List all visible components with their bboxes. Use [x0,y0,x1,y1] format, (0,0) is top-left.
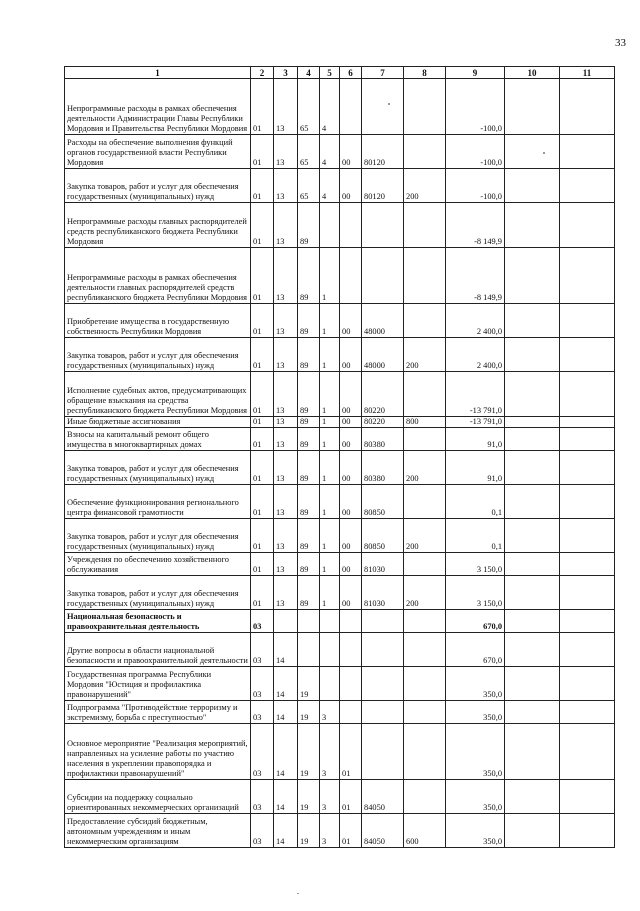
empty-cell-col10 [505,553,560,576]
empty-cell-col10 [505,701,560,724]
code-cell-c3: 14 [274,780,298,814]
code-cell-c5: 1 [320,338,340,372]
code-cell-c2: 01 [251,79,274,135]
code-cell-c3 [274,610,298,633]
amount-cell: 350,0 [446,814,505,848]
table-row [65,610,615,633]
code-cell-c8: 200 [404,169,446,203]
code-cell-c3: 14 [274,701,298,724]
code-cell-c4: 65 [298,79,320,135]
code-cell-c5: 1 [320,451,340,485]
code-cell-c3: 14 [274,667,298,701]
code-cell-c6 [340,701,362,724]
table-row [65,203,615,248]
code-cell-c7: 81030 [362,553,404,576]
code-cell-c7: 80850 [362,519,404,553]
empty-cell-col11 [560,485,615,519]
code-cell-c7: 80220 [362,372,404,417]
table-row [65,169,615,203]
code-cell-c6: 00 [340,576,362,610]
code-cell-c5 [320,610,340,633]
table-row [65,780,615,814]
code-cell-c2: 01 [251,304,274,338]
code-cell-c8 [404,780,446,814]
row-name-cell: Закупка товаров, работ и услуг для обеспечения государственных (муниципальных) нужд [65,169,251,203]
code-cell-c8 [404,79,446,135]
empty-cell-col11 [560,814,615,848]
table-row [65,485,615,519]
code-cell-c5 [320,667,340,701]
budget-table [64,66,615,848]
empty-cell-col11 [560,576,615,610]
empty-cell-col10 [505,519,560,553]
code-cell-c4: 89 [298,338,320,372]
table-row [65,304,615,338]
code-cell-c5 [320,633,340,667]
column-header: 4 [298,67,320,79]
row-name-cell: Подпрограмма "Противодействие терроризму и экстремизму, борьба с преступностью" [65,701,251,724]
row-name-cell: Государственная программа Республики Мордовия "Юстиция и профилактика правонарушений" [65,667,251,701]
code-cell-c7 [362,610,404,633]
amount-cell: -100,0 [446,79,505,135]
code-cell-c4: 89 [298,372,320,417]
code-cell-c6 [340,610,362,633]
code-cell-c7: 80120 [362,135,404,169]
code-cell-c6: 00 [340,338,362,372]
code-cell-c7 [362,633,404,667]
scan-speck [543,152,545,154]
amount-cell: 350,0 [446,780,505,814]
row-name-cell: Обеспечение функционирования регионального центра финансовой грамотности [65,485,251,519]
row-name-cell: Приобретение имущества в государственную собственность Республики Мордовия [65,304,251,338]
code-cell-c5 [320,203,340,248]
code-cell-c8 [404,610,446,633]
code-cell-c4: 89 [298,417,320,428]
code-cell-c8 [404,372,446,417]
amount-cell: 670,0 [446,633,505,667]
code-cell-c2: 01 [251,169,274,203]
row-name-cell: Исполнение судебных актов, предусматривающих обращение взыскания на средства республиканского бюджета Республики Мордовия [65,372,251,417]
code-cell-c8 [404,701,446,724]
code-cell-c3: 13 [274,417,298,428]
empty-cell-col10 [505,667,560,701]
code-cell-c7 [362,724,404,780]
row-name-cell: Закупка товаров, работ и услуг для обеспечения государственных (муниципальных) нужд [65,519,251,553]
empty-cell-col10 [505,417,560,428]
code-cell-c2: 01 [251,519,274,553]
code-cell-c5: 1 [320,304,340,338]
code-cell-c7: 80220 [362,417,404,428]
code-cell-c7: 84050 [362,780,404,814]
code-cell-c6: 00 [340,417,362,428]
code-cell-c5: 1 [320,248,340,304]
empty-cell-col11 [560,338,615,372]
empty-cell-col10 [505,576,560,610]
amount-cell: 670,0 [446,610,505,633]
code-cell-c8: 200 [404,576,446,610]
row-name-cell: Предоставление субсидий бюджетным, автономным учреждениям и иным некоммерческим организациям [65,814,251,848]
code-cell-c6: 00 [340,304,362,338]
empty-cell-col11 [560,553,615,576]
code-cell-c6: 00 [340,519,362,553]
column-header: 10 [505,67,560,79]
code-cell-c3: 13 [274,372,298,417]
code-cell-c3: 13 [274,553,298,576]
code-cell-c3: 14 [274,633,298,667]
code-cell-c6: 00 [340,135,362,169]
table-row [65,814,615,848]
code-cell-c8 [404,633,446,667]
code-cell-c5: 3 [320,724,340,780]
table-row [65,417,615,428]
code-cell-c5: 1 [320,576,340,610]
empty-cell-col10 [505,135,560,169]
code-cell-c2: 01 [251,451,274,485]
row-name-cell: Расходы на обеспечение выполнения функций органов государственной власти Республики Мордовия [65,135,251,169]
code-cell-c7: 48000 [362,304,404,338]
empty-cell-col11 [560,304,615,338]
amount-cell: -100,0 [446,135,505,169]
column-header: 3 [274,67,298,79]
column-header: 11 [560,67,615,79]
row-name-cell: Учреждения по обеспечению хозяйственного обслуживания [65,553,251,576]
amount-cell: -13 791,0 [446,372,505,417]
code-cell-c3: 13 [274,79,298,135]
code-cell-c7: 80120 [362,169,404,203]
code-cell-c7: 84050 [362,814,404,848]
amount-cell: -100,0 [446,169,505,203]
row-name-cell: Закупка товаров, работ и услуг для обеспечения государственных (муниципальных) нужд [65,338,251,372]
code-cell-c7: 80380 [362,428,404,451]
table-row [65,519,615,553]
empty-cell-col11 [560,451,615,485]
code-cell-c2: 01 [251,417,274,428]
amount-cell: 350,0 [446,667,505,701]
code-cell-c2: 01 [251,338,274,372]
code-cell-c6 [340,248,362,304]
code-cell-c6: 00 [340,372,362,417]
table-row [65,633,615,667]
code-cell-c5: 1 [320,485,340,519]
code-cell-c2: 01 [251,135,274,169]
empty-cell-col11 [560,610,615,633]
code-cell-c7: 81030 [362,576,404,610]
empty-cell-col11 [560,519,615,553]
code-cell-c3: 13 [274,304,298,338]
table-row [65,338,615,372]
column-header: 8 [404,67,446,79]
code-cell-c6: 00 [340,485,362,519]
code-cell-c4: 19 [298,701,320,724]
code-cell-c4: 89 [298,203,320,248]
empty-cell-col11 [560,169,615,203]
empty-cell-col10 [505,248,560,304]
table-row [65,451,615,485]
empty-cell-col11 [560,135,615,169]
column-header: 5 [320,67,340,79]
code-cell-c2: 03 [251,814,274,848]
code-cell-c7: 48000 [362,338,404,372]
code-cell-c6 [340,633,362,667]
code-cell-c7 [362,701,404,724]
table-row [65,553,615,576]
empty-cell-col11 [560,724,615,780]
table-row [65,667,615,701]
empty-cell-col11 [560,79,615,135]
code-cell-c8 [404,667,446,701]
code-cell-c4: 19 [298,814,320,848]
code-cell-c5: 4 [320,79,340,135]
table-row [65,724,615,780]
code-cell-c6 [340,667,362,701]
amount-cell: -8 149,9 [446,248,505,304]
code-cell-c2: 01 [251,553,274,576]
code-cell-c8: 200 [404,338,446,372]
code-cell-c5: 1 [320,417,340,428]
table-header-row [65,67,615,79]
code-cell-c8 [404,485,446,519]
amount-cell: 91,0 [446,451,505,485]
code-cell-c6: 01 [340,814,362,848]
column-header: 7 [362,67,404,79]
code-cell-c4: 89 [298,248,320,304]
empty-cell-col10 [505,79,560,135]
code-cell-c4 [298,633,320,667]
code-cell-c2: 03 [251,610,274,633]
code-cell-c2: 01 [251,248,274,304]
empty-cell-col11 [560,667,615,701]
table-row [65,428,615,451]
code-cell-c4: 65 [298,169,320,203]
code-cell-c2: 03 [251,780,274,814]
table-row [65,135,615,169]
code-cell-c5: 1 [320,553,340,576]
table-row [65,248,615,304]
code-cell-c8 [404,724,446,780]
code-cell-c7 [362,248,404,304]
row-name-cell: Национальная безопасность и правоохранительная деятельность [65,610,251,633]
code-cell-c7 [362,203,404,248]
code-cell-c3: 14 [274,724,298,780]
code-cell-c8 [404,203,446,248]
row-name-cell: Взносы на капитальный ремонт общего имущества в многоквартирных домах [65,428,251,451]
column-header: 6 [340,67,362,79]
code-cell-c5: 3 [320,780,340,814]
row-name-cell: Субсидии на поддержку социально ориентированных некоммерческих организаций [65,780,251,814]
empty-cell-col10 [505,724,560,780]
code-cell-c2: 03 [251,701,274,724]
code-cell-c5: 1 [320,372,340,417]
code-cell-c5: 3 [320,814,340,848]
code-cell-c8: 800 [404,417,446,428]
row-name-cell: Другие вопросы в области национальной безопасности и правоохранительной деятельности [65,633,251,667]
amount-cell: 350,0 [446,724,505,780]
empty-cell-col11 [560,633,615,667]
empty-cell-col10 [505,451,560,485]
code-cell-c3: 13 [274,485,298,519]
row-name-cell: Непрограммные расходы в рамках обеспечения деятельности главных распорядителей средств республиканского бюджета Республики Мордовия [65,248,251,304]
empty-cell-col10 [505,814,560,848]
code-cell-c6 [340,203,362,248]
code-cell-c6 [340,79,362,135]
row-name-cell: Непрограммные расходы в рамках обеспечения деятельности Администрации Главы Республики Мордовия и Правительства Республики Мордовия [65,79,251,135]
column-header: 2 [251,67,274,79]
empty-cell-col10 [505,372,560,417]
code-cell-c5: 3 [320,701,340,724]
code-cell-c4: 89 [298,519,320,553]
empty-cell-col10 [505,610,560,633]
amount-cell: 91,0 [446,428,505,451]
code-cell-c4: 89 [298,428,320,451]
code-cell-c4: 19 [298,724,320,780]
code-cell-c6: 01 [340,780,362,814]
code-cell-c4: 89 [298,553,320,576]
scan-speck [388,103,390,105]
empty-cell-col10 [505,633,560,667]
code-cell-c8 [404,248,446,304]
empty-cell-col11 [560,248,615,304]
amount-cell: 350,0 [446,701,505,724]
code-cell-c2: 03 [251,633,274,667]
column-header: 9 [446,67,505,79]
empty-cell-col10 [505,169,560,203]
code-cell-c7: 80380 [362,451,404,485]
code-cell-c3: 13 [274,519,298,553]
code-cell-c4: 89 [298,485,320,519]
row-name-cell: Непрограммные расходы главных распорядителей средств республиканского бюджета Республики Мордовия [65,203,251,248]
code-cell-c3: 13 [274,428,298,451]
code-cell-c7: 80850 [362,485,404,519]
code-cell-c4: 89 [298,451,320,485]
code-cell-c8 [404,135,446,169]
table-row [65,79,615,135]
code-cell-c2: 01 [251,372,274,417]
empty-cell-col11 [560,372,615,417]
code-cell-c8 [404,304,446,338]
code-cell-c3: 13 [274,576,298,610]
code-cell-c5: 4 [320,169,340,203]
amount-cell: 2 400,0 [446,304,505,338]
empty-cell-col11 [560,203,615,248]
code-cell-c3: 14 [274,814,298,848]
empty-cell-col10 [505,304,560,338]
empty-cell-col11 [560,780,615,814]
code-cell-c5: 4 [320,135,340,169]
empty-cell-col10 [505,780,560,814]
code-cell-c2: 03 [251,667,274,701]
row-name-cell: Иные бюджетные ассигнования [65,417,251,428]
code-cell-c3: 13 [274,135,298,169]
code-cell-c4: 65 [298,135,320,169]
row-name-cell: Основное мероприятие "Реализация мероприятий, направленных на усиление работы по участию населения в укреплении правопорядка и профилактики правонарушений" [65,724,251,780]
row-name-cell: Закупка товаров, работ и услуг для обеспечения государственных (муниципальных) нужд [65,576,251,610]
amount-cell: -8 149,9 [446,203,505,248]
page-number: 33 [615,37,626,49]
code-cell-c8: 600 [404,814,446,848]
code-cell-c3: 13 [274,338,298,372]
amount-cell: 2 400,0 [446,338,505,372]
column-header: 1 [65,67,251,79]
empty-cell-col10 [505,203,560,248]
amount-cell: 0,1 [446,485,505,519]
code-cell-c2: 01 [251,485,274,519]
amount-cell: 3 150,0 [446,553,505,576]
code-cell-c8: 200 [404,519,446,553]
code-cell-c7 [362,667,404,701]
code-cell-c2: 01 [251,428,274,451]
code-cell-c4: 89 [298,576,320,610]
code-cell-c8 [404,428,446,451]
code-cell-c2: 01 [251,576,274,610]
code-cell-c3: 13 [274,203,298,248]
code-cell-c2: 03 [251,724,274,780]
amount-cell: 3 150,0 [446,576,505,610]
code-cell-c6: 00 [340,428,362,451]
code-cell-c6: 00 [340,451,362,485]
table-row [65,576,615,610]
code-cell-c7 [362,79,404,135]
row-name-cell: Закупка товаров, работ и услуг для обеспечения государственных (муниципальных) нужд [65,451,251,485]
code-cell-c5: 1 [320,428,340,451]
code-cell-c8: 200 [404,451,446,485]
code-cell-c4 [298,610,320,633]
code-cell-c4: 19 [298,780,320,814]
code-cell-c3: 13 [274,169,298,203]
amount-cell: -13 791,0 [446,417,505,428]
empty-cell-col10 [505,338,560,372]
amount-cell: 0,1 [446,519,505,553]
table-row [65,701,615,724]
code-cell-c6: 00 [340,553,362,576]
table-row [65,372,615,417]
empty-cell-col10 [505,428,560,451]
code-cell-c3: 13 [274,248,298,304]
code-cell-c4: 19 [298,667,320,701]
code-cell-c6: 01 [340,724,362,780]
empty-cell-col11 [560,701,615,724]
code-cell-c5: 1 [320,519,340,553]
scan-speck [297,893,299,894]
code-cell-c8 [404,553,446,576]
code-cell-c6: 00 [340,169,362,203]
code-cell-c2: 01 [251,203,274,248]
empty-cell-col11 [560,428,615,451]
code-cell-c4: 89 [298,304,320,338]
empty-cell-col10 [505,485,560,519]
empty-cell-col11 [560,417,615,428]
code-cell-c3: 13 [274,451,298,485]
